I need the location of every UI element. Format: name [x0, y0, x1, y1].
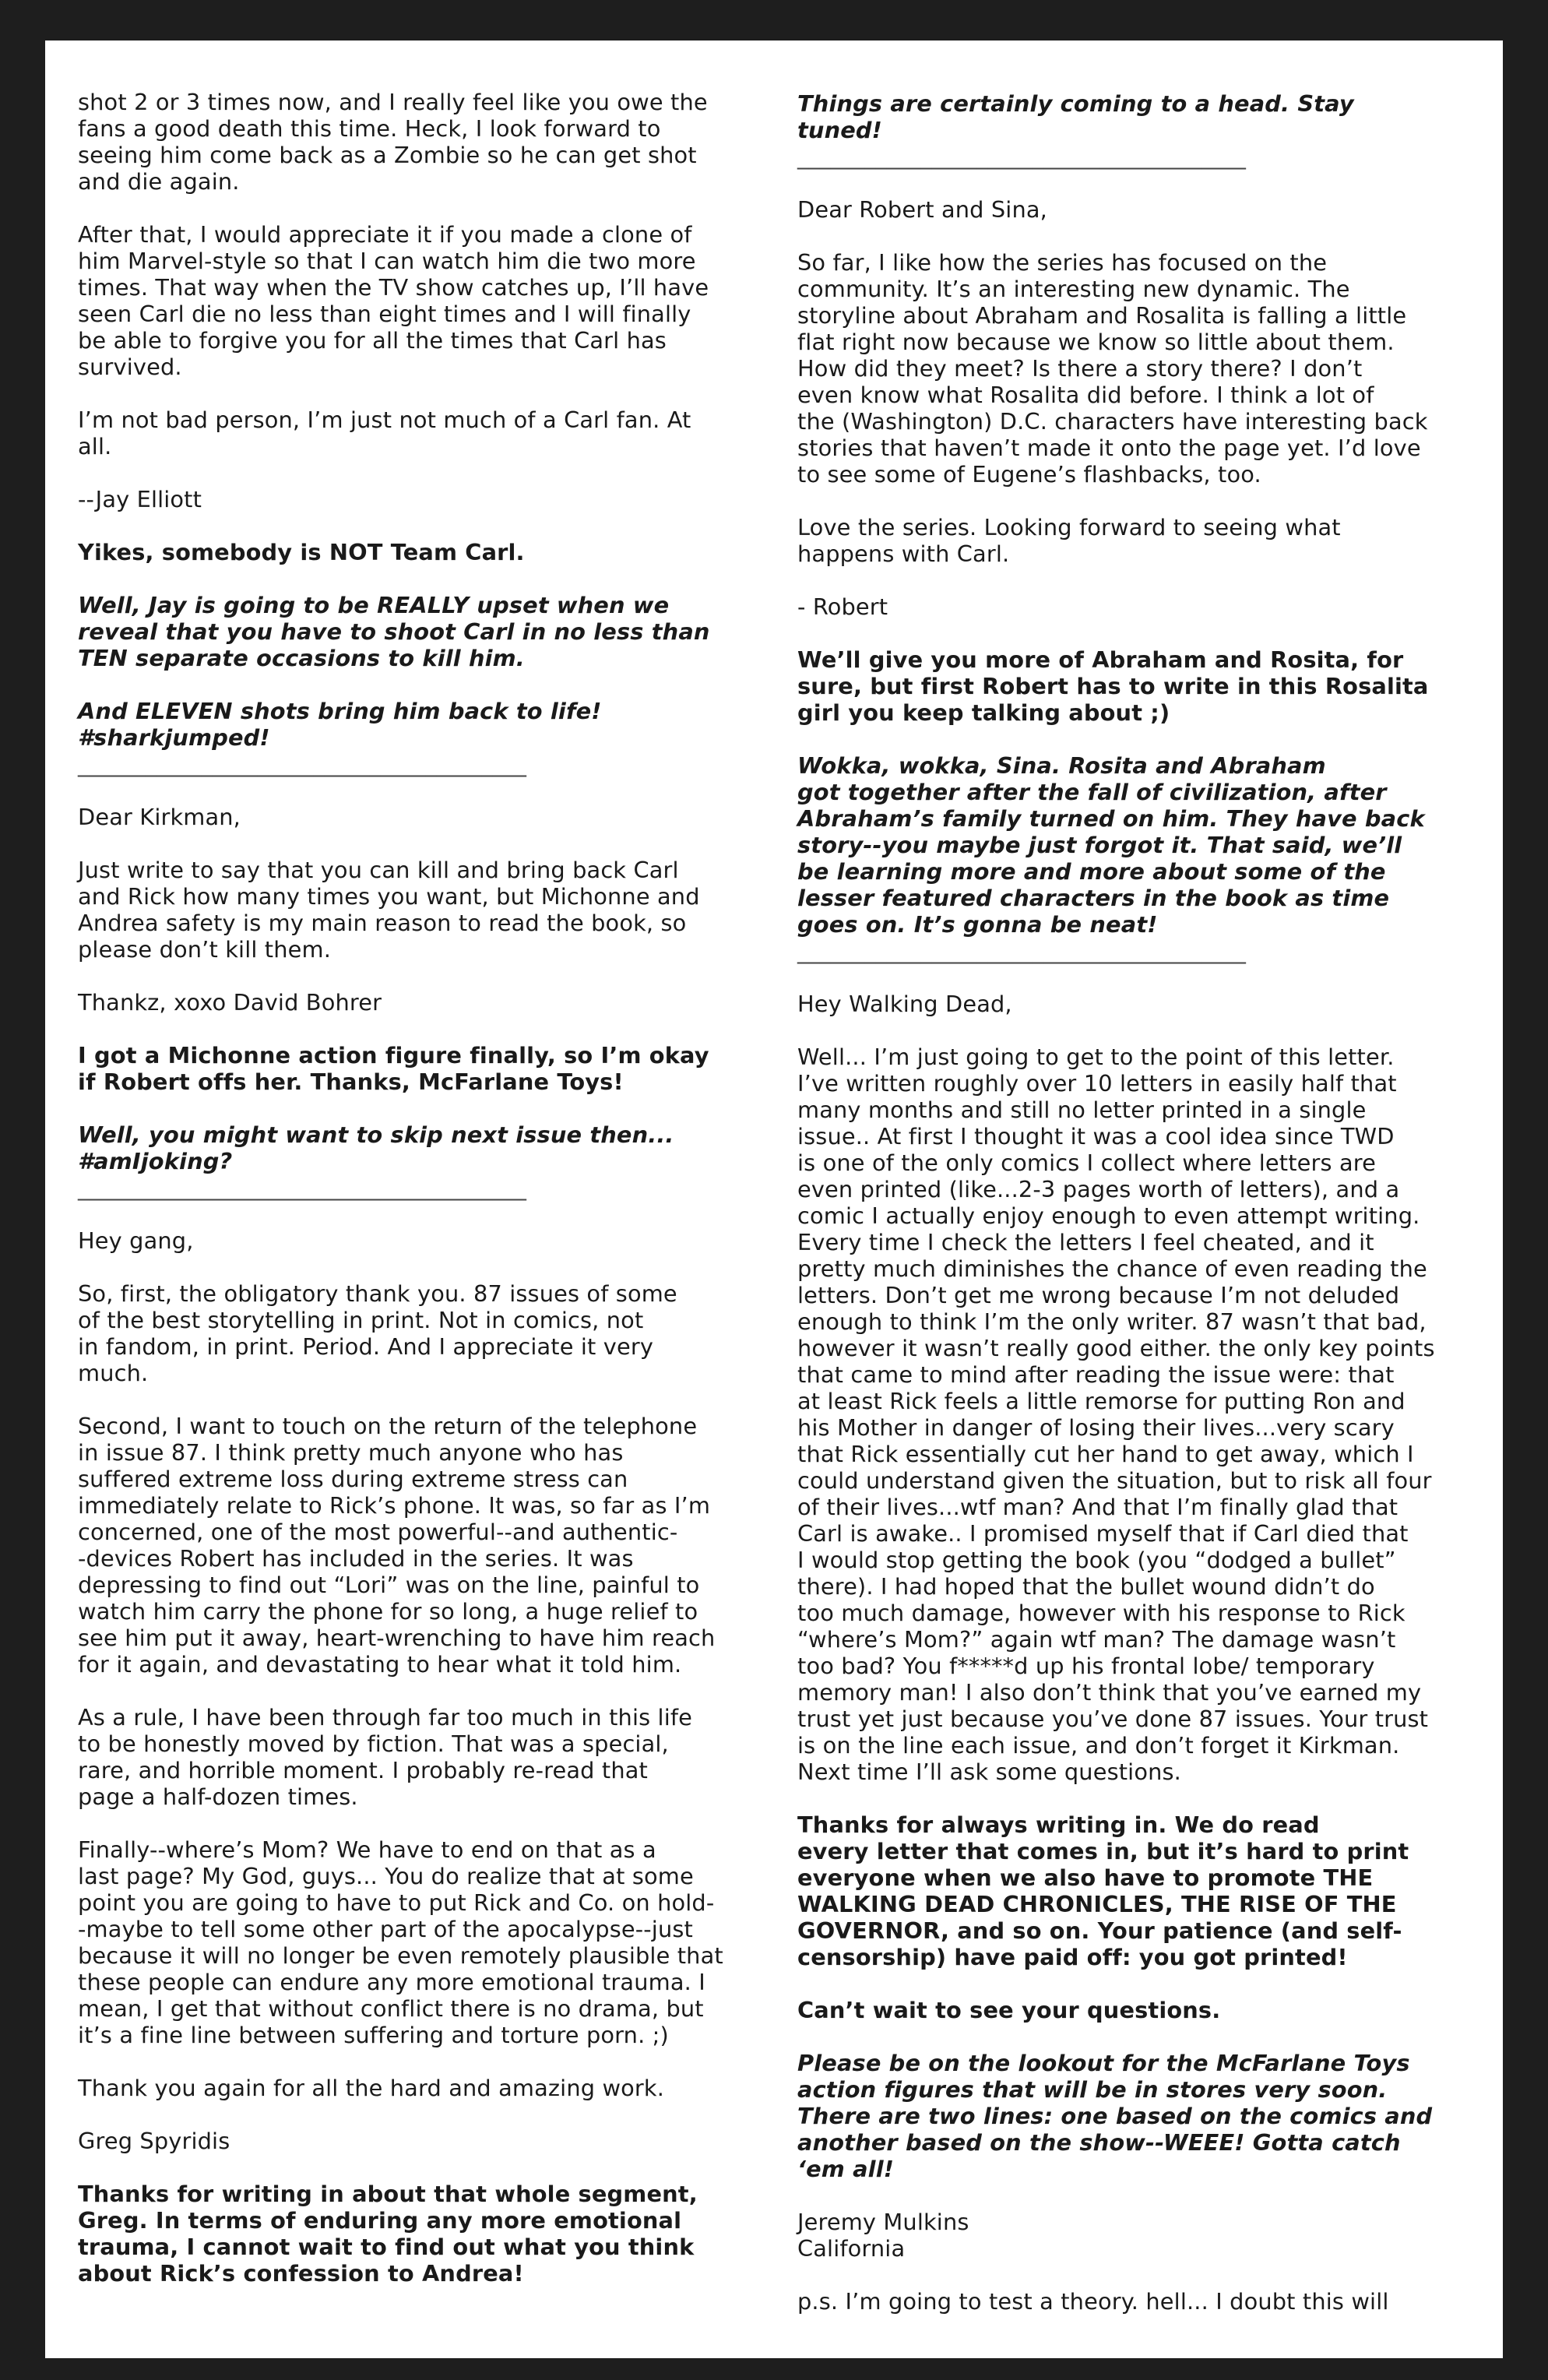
letter-paragraph: Dear Kirkman, — [78, 804, 241, 830]
letter-paragraph: So, first, the obligatory thank you. 87 issues of some of the best storytelling in print. Not in comics, not in fandom, in print. Period. And I appreciate it very much. — [78, 1280, 677, 1386]
right-column — [797, 90, 1465, 2341]
letters-page — [45, 40, 1503, 2358]
editor-response-italic: Well, Jay is going to be REALLY upset when we reveal that you have to shoot Carl in no less than TEN separate occasions to kill him. — [78, 592, 710, 671]
letter-paragraph: Thank you again for all the hard and amazing work. — [78, 2075, 665, 2101]
letter-separator: ________________________________________ — [78, 1174, 526, 1201]
letter-paragraph: Dear Robert and Sina, — [797, 196, 1047, 223]
letter-paragraph: Jeremy Mulkins California — [797, 2209, 969, 2262]
letter-paragraph: Hey gang, — [78, 1227, 194, 1254]
editor-response: Yikes, somebody is NOT Team Carl. — [78, 539, 525, 565]
letter-paragraph: Thankz, xoxo David Bohrer — [78, 989, 382, 1016]
letter-separator: ________________________________________ — [797, 143, 1246, 170]
letter-paragraph: shot 2 or 3 times now, and I really feel like you owe the fans a good death this time. Heck, I look forward to seeing him come back as a Zombie so he can get shot and die again. — [78, 89, 708, 195]
letter-paragraph: - Robert — [797, 593, 888, 620]
letter-paragraph: p.s. I’m going to test a theory. hell... I doubt this will — [797, 2288, 1389, 2315]
editor-response-italic: Things are certainly coming to a head. Stay tuned! — [797, 90, 1354, 143]
editor-response-italic: Please be on the lookout for the McFarlane Toys action figures that will be in stores very soon. There are two lines: one based on the comics and another based on the show--WEEE! Gotta catch ‘em all! — [797, 2050, 1433, 2182]
letter-paragraph: Finally--where’s Mom? We have to end on that as a last page? My God, guys... You do realize that at some point you are going to have to put Rick and Co. on hold- -maybe to tell some other part of the apocalypse--just because it will no longer be even remotely plausible that these people can endure any more emotional trauma. I mean, I get that without conflict there is no drama, but it’s a fine line between suffering and torture porn. ;) — [78, 1836, 723, 2048]
editor-response: We’ll give you more of Abraham and Rosita, for sure, but first Robert has to write in this Rosalita girl you keep talking about ;) — [797, 646, 1429, 726]
editor-response-italic: And ELEVEN shots bring him back to life! #sharkjumped! — [78, 698, 602, 751]
letter-paragraph: Hey Walking Dead, — [797, 991, 1012, 1017]
editor-response: I got a Michonne action figure finally, so I’m okay if Robert offs her. Thanks, McFarlane Toys! — [78, 1042, 709, 1095]
editor-response: Thanks for always writing in. We do read every letter that comes in, but it’s hard to print everyone when we also have to promote THE WALKING DEAD CHRONICLES, THE RISE OF THE GOVERNOR, and so on. Your patience (and self- censorship) have paid off: you got printed! — [797, 1811, 1409, 1970]
editor-response-italic: Well, you might want to skip next issue then... #amIjoking? — [78, 1121, 674, 1174]
letter-paragraph: Just write to say that you can kill and bring back Carl and Rick how many times you want, but Michonne and Andrea safety is my main reason to read the book, so please don’t kill them. — [78, 857, 700, 963]
letter-paragraph: --Jay Elliott — [78, 486, 202, 512]
letter-paragraph: Greg Spyridis — [78, 2128, 230, 2154]
letter-separator: ________________________________________ — [78, 751, 526, 777]
letter-paragraph: After that, I would appreciate it if you made a clone of him Marvel-style so that I can watch him die two more times. That way when the TV show catches up, I’ll have seen Carl die no less than eight times and I will finally be able to forgive you for all the times that Carl has survived. — [78, 221, 709, 380]
left-column — [78, 89, 746, 2313]
letter-paragraph: Well... I’m just going to get to the point of this letter. I’ve written roughly over 10 letters in easily half that many months and still no letter printed in a single issue.. At first I thought it was a cool idea since TWD is one of the only comics I collect where letters are even printed (like...2-3 pages worth of letters), and a comic I actually enjoy enough to even attempt writing. Every time I check the letters I feel cheated, and it pretty much diminishes the chance of even reading the letters. Don’t get me wrong because I’m not deluded enough to think I’m the only writer. 87 wasn’t that bad, however it wasn’t really good either. the only key points that came to mind after reading the issue were: that at least Rick feels a little remorse for putting Ron and his Mother in danger of losing their lives...very scary that Rick essentially cut her hand to get away, which I could understand given the situation, but to risk all four of their lives...wtf man? And that I’m finally glad that Carl is awake.. I promised myself that if Carl died that I would stop getting the book (you “dodged a bullet” there). I had hoped that the bullet wound didn’t do too much damage, however with his response to Rick “where’s Mom?” again wtf man? The damage wasn’t too bad? You f*****d up his frontal lobe/ temporary memory man! I also don’t think that you’ve earned my trust yet just because you’ve done 87 issues. Your trust is on the line each issue, and don’t forget it Kirkman. Next time I’ll ask some questions. — [797, 1044, 1435, 1785]
letter-paragraph: I’m not bad person, I’m just not much of a Carl fan. At all. — [78, 407, 691, 459]
editor-response: Thanks for writing in about that whole segment, Greg. In terms of enduring any more emotional trauma, I cannot wait to find out what you think about Rick’s confession to Andrea! — [78, 2181, 698, 2287]
letter-paragraph: Second, I want to touch on the return of the telephone in issue 87. I think pretty much anyone who has suffered extreme loss during extreme stress can immediately relate to Rick’s phone. It was, so far as I’m concerned, one of the most powerful--and authentic- -devices Robert has included in the series. It was depressing to find out “Lori” was on the line, painful to watch him carry the phone for so long, a huge relief to see him put it away, heart-wrenching to have him reach for it again, and devastating to hear what it told him. — [78, 1413, 716, 1678]
letter-paragraph: So far, I like how the series has focused on the community. It’s an interesting new dynamic. The storyline about Abraham and Rosalita is falling a little flat right now because we know so little about them. How did they meet? Is there a story there? I don’t even know what Rosalita did before. I think a lot of the (Washington) D.C. characters have interesting back stories that haven’t made it onto the page yet. I’d love to see some of Eugene’s flashbacks, too. — [797, 249, 1428, 488]
editor-response: Can’t wait to see your questions. — [797, 1997, 1221, 2023]
letter-paragraph: Love the series. Looking forward to seeing what happens with Carl. — [797, 514, 1341, 567]
letter-paragraph: As a rule, I have been through far too much in this life to be honestly moved by fiction. That was a special, rare, and horrible moment. I probably re-read that page a half-dozen times. — [78, 1704, 693, 1810]
editor-response-italic: Wokka, wokka, Sina. Rosita and Abraham got together after the fall of civilization, after Abraham’s family turned on him. They have back story--you maybe just forgot it. That said, we’ll be learning more and more about some of the lesser featured characters in the book as time goes on. It’s gonna be neat! — [797, 752, 1425, 938]
letter-separator: ________________________________________ — [797, 938, 1246, 964]
